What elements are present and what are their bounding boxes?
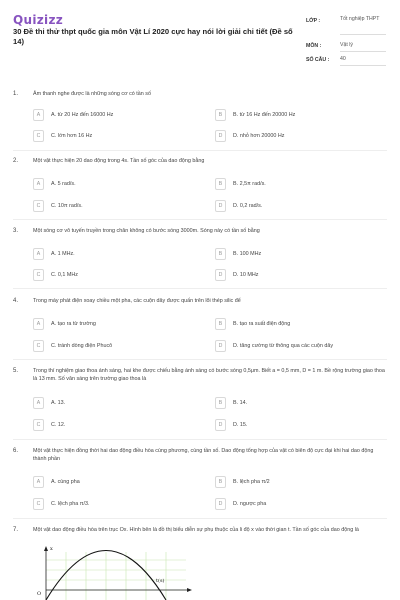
question-divider	[13, 518, 387, 519]
option-letter: C	[33, 130, 44, 142]
option-text: B. 2,5π rad/s.	[233, 181, 266, 187]
option-letter: C	[33, 269, 44, 281]
question-text: Một vật thực hiện đồng thời hai dao động điều hòa cùng phương, cùng tần số. Dao động tổng hợp của vật có biên độ cực đại khi hai dao động thành phần	[33, 448, 374, 462]
class-value: Tốt nghiệp THPT	[340, 16, 380, 22]
question-divider	[13, 150, 387, 151]
option-c[interactable]	[33, 269, 193, 281]
count-underline	[340, 65, 386, 66]
option-letter: C	[33, 498, 44, 510]
option-d[interactable]	[215, 269, 375, 281]
option-b[interactable]	[215, 178, 375, 190]
option-a[interactable]	[33, 178, 193, 190]
option-letter: D	[215, 130, 226, 142]
count-label: SỐ CÂU :	[306, 57, 330, 63]
option-letter: B	[215, 109, 226, 121]
option-text: C. lớn hơn 16 Hz	[51, 133, 93, 139]
option-text: C. 0,1 MHz	[51, 272, 78, 278]
option-text: C. 10π rad/s.	[51, 203, 83, 209]
question-number: 4.	[13, 298, 19, 304]
option-letter: D	[215, 419, 226, 431]
worksheet-header	[0, 0, 400, 76]
count-value: 40	[340, 56, 346, 62]
option-d[interactable]	[215, 419, 375, 431]
origin-label: O	[37, 591, 42, 597]
option-letter: B	[215, 248, 226, 260]
option-letter: A	[33, 318, 44, 330]
option-letter: B	[215, 178, 226, 190]
question-text: Trong thí nghiệm giao thoa ánh sáng, hai khe được chiếu bằng ánh sáng có bước sóng 0,5μm. Biết a = 0,5 mm, D = 1 m. Bề rộng trường giao thoa là 13 mm. Số vân sáng trên trường giao thoa là	[33, 368, 385, 382]
option-letter: C	[33, 200, 44, 212]
option-letter: B	[215, 397, 226, 409]
question-number: 5.	[13, 368, 19, 374]
option-letter: B	[215, 318, 226, 330]
option-c[interactable]	[33, 200, 193, 212]
option-a[interactable]	[33, 248, 193, 260]
y-axis-label: x	[50, 546, 53, 552]
quizizz-logo: Quizizz	[13, 13, 64, 27]
option-d[interactable]	[215, 200, 375, 212]
option-b[interactable]	[215, 248, 375, 260]
question-text: Một vật dao động điều hòa trên trục Ox. Hình bên là đồ thị biểu diễn sự phụ thuộc của li độ x vào thời gian t. Tần số góc của dao động là	[33, 527, 359, 533]
question-number: 6.	[13, 448, 19, 454]
option-c[interactable]	[33, 498, 193, 510]
option-d[interactable]	[215, 130, 375, 142]
option-text: D. 0,2 rad/s.	[233, 203, 263, 209]
option-text: D. 15.	[233, 422, 248, 428]
graph-grid	[46, 552, 186, 600]
class-underline	[340, 34, 386, 35]
option-letter: A	[33, 397, 44, 409]
question-number: 2.	[13, 158, 19, 164]
option-b[interactable]	[215, 318, 375, 330]
question-text: Trong máy phát điện xoay chiều một pha, các cuộn dây được quấn trên lõi thép silic để	[33, 298, 241, 304]
question-divider	[13, 219, 387, 220]
option-a[interactable]	[33, 476, 193, 488]
x-axis-arrow	[187, 588, 192, 592]
option-text: C. tránh dòng điện Phucô	[51, 343, 113, 349]
option-letter: D	[215, 340, 226, 352]
option-text: A. 1 MHz.	[51, 251, 75, 257]
option-text: A. 13.	[51, 400, 66, 406]
option-letter: B	[215, 476, 226, 488]
option-text: D. ngược pha	[233, 501, 267, 507]
question-number: 1.	[13, 91, 19, 97]
option-text: B. tạo ra suất điện động	[233, 321, 291, 327]
option-text: B. từ 16 Hz đến 20000 Hz	[233, 112, 296, 118]
option-a[interactable]	[33, 109, 193, 121]
graph-svg	[36, 544, 196, 600]
subject-underline	[340, 51, 386, 52]
question-divider	[13, 359, 387, 360]
option-b[interactable]	[215, 109, 375, 121]
option-text: A. tạo ra từ trường	[51, 321, 96, 327]
option-text: C. 12.	[51, 422, 66, 428]
option-letter: C	[33, 419, 44, 431]
question-number: 7.	[13, 527, 19, 533]
option-text: D. nhỏ hơn 20000 Hz	[233, 133, 285, 139]
option-c[interactable]	[33, 130, 193, 142]
option-text: B. 14.	[233, 400, 248, 406]
option-text: C. lệch pha π/3.	[51, 501, 90, 507]
option-c[interactable]	[33, 419, 193, 431]
subject-value: Vật lý	[340, 42, 353, 48]
question-text: Một vật thực hiện 20 dao động trong 4s. Tần số góc của dao động bằng	[33, 158, 205, 164]
question-number: 3.	[13, 228, 19, 234]
option-text: A. từ 20 Hz đến 16000 Hz	[51, 112, 114, 118]
oscillation-graph	[36, 544, 196, 600]
option-letter: A	[33, 476, 44, 488]
option-text: B. 100 MHz	[233, 251, 262, 257]
option-d[interactable]	[215, 498, 375, 510]
option-c[interactable]	[33, 340, 193, 352]
option-letter: A	[33, 248, 44, 260]
option-letter: A	[33, 178, 44, 190]
option-letter: D	[215, 200, 226, 212]
x-axis-label: t(s)	[156, 578, 165, 584]
option-text: A. cùng pha	[51, 479, 80, 485]
option-a[interactable]	[33, 318, 193, 330]
question-divider	[13, 288, 387, 289]
option-a[interactable]	[33, 397, 193, 409]
option-letter: A	[33, 109, 44, 121]
question-text: Một sóng cơ vô tuyến truyền trong chân không có bước sóng 3000m. Sóng này có tần số bằng	[33, 228, 260, 234]
option-letter: C	[33, 340, 44, 352]
question-text: Âm thanh nghe được là những sóng cơ có tần số	[33, 91, 151, 97]
option-text: B. lệch pha π/2	[233, 479, 270, 485]
question-divider	[13, 439, 387, 440]
worksheet-title: 30 Đề thi thử thpt quốc gia môn Vật Lí 2020 cực hay nói lời giải chi tiết (Đề số 14)	[13, 27, 293, 46]
subject-label: MÔN :	[306, 43, 322, 49]
option-letter: D	[215, 498, 226, 510]
option-text: D. tăng cường từ thông qua các cuộn dây	[233, 343, 334, 349]
option-b[interactable]	[215, 476, 375, 488]
option-b[interactable]	[215, 397, 375, 409]
option-text: D. 10 MHz	[233, 272, 259, 278]
y-axis-arrow	[44, 546, 48, 551]
option-text: A. 5 rad/s.	[51, 181, 76, 187]
class-label: LỚP :	[306, 18, 321, 24]
option-d[interactable]	[215, 340, 375, 352]
option-letter: D	[215, 269, 226, 281]
